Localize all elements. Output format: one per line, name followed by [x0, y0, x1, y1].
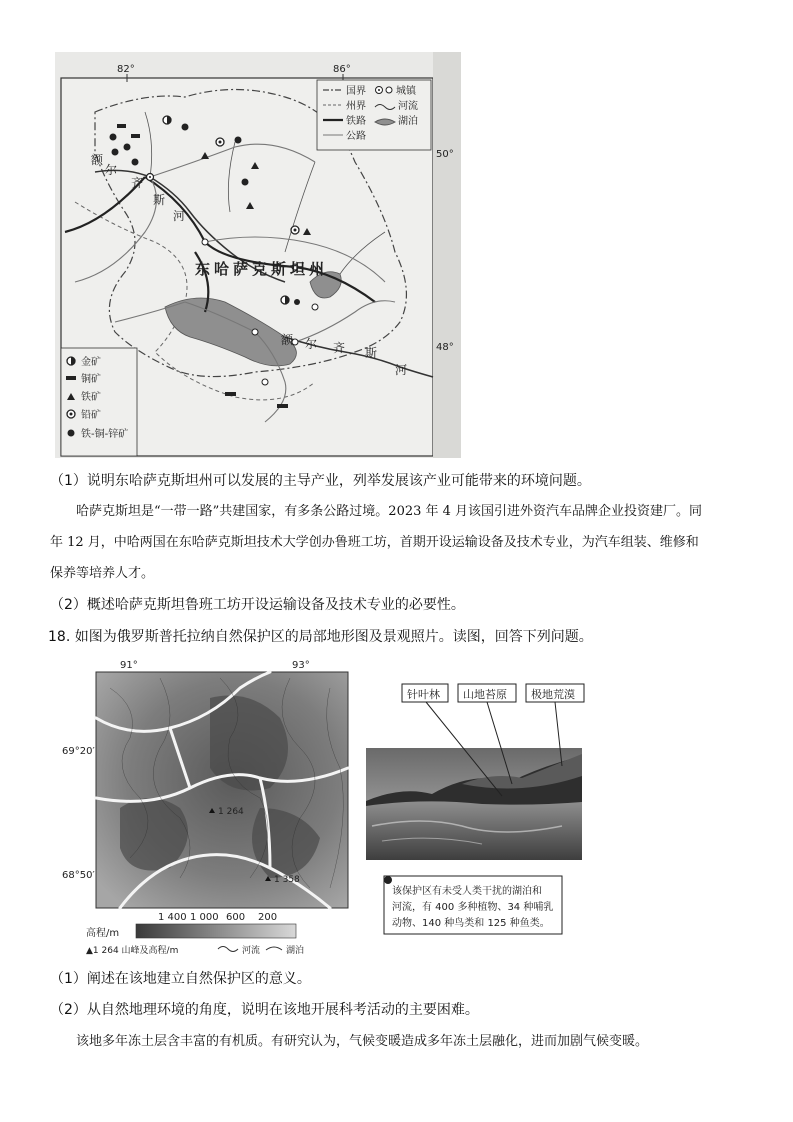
lon-label-82: 82° — [117, 64, 135, 75]
question-18-1: （1）阐述在该地建立自然保护区的意义。 — [50, 971, 311, 987]
svg-text:公路: 公路 — [346, 131, 366, 142]
svg-text:针叶林: 针叶林 — [407, 688, 440, 701]
river-char: 齐 — [131, 176, 144, 190]
photo-caption-line-1: 该保护区有未受人类干扰的湖泊和 — [392, 886, 542, 897]
lat-label-48: 48° — [436, 342, 454, 353]
town-marker — [312, 304, 318, 310]
river-char: 尔 — [305, 337, 318, 351]
svg-text:铁-铜-锌矿: 铁-铜-锌矿 — [81, 429, 129, 440]
elevation-legend — [86, 912, 304, 956]
svg-text:河流: 河流 — [398, 101, 418, 112]
para-17-line-3: 保养等培养人才。 — [50, 566, 155, 581]
svg-text:600: 600 — [226, 912, 246, 923]
elevation-legend-title: 高程/m — [86, 928, 120, 939]
river-char: 齐 — [333, 341, 346, 355]
peak-label-1358: 1 358 — [274, 875, 300, 885]
town-marker — [262, 379, 268, 385]
svg-text:国界: 国界 — [346, 86, 366, 97]
peak-label-1264: 1 264 — [218, 807, 244, 817]
river-char: 斯 — [153, 193, 166, 207]
peak-legend: ▲1 264 山峰及高程/m — [86, 946, 179, 956]
east-kazakhstan-map — [55, 52, 461, 458]
river-char: 尔 — [105, 163, 118, 177]
question-17-2: （2）概述哈萨克斯坦鲁班工坊开设运输设备及技术专业的必要性。 — [50, 597, 465, 613]
svg-text:山地苔原: 山地苔原 — [463, 688, 507, 701]
svg-text:极地荒漠: 极地荒漠 — [531, 688, 575, 701]
lon-label-91: 91° — [120, 660, 138, 671]
lon-label-86: 86° — [333, 64, 351, 75]
svg-text:铁矿: 铁矿 — [81, 392, 101, 403]
photo-caption-line-3: 动物、140 种鸟类和 125 种鱼类。 — [392, 918, 550, 929]
question-18-2: （2）从自然地理环境的角度，说明在该地开展科考活动的主要困难。 — [50, 1002, 479, 1018]
lat-label-50: 50° — [436, 149, 454, 160]
lat-label-6920: 69°20′ — [62, 746, 95, 757]
photo-caption-line-2: 河流，有 400 多种植物、34 种哺乳 — [392, 902, 554, 913]
question-18-intro: 18. 如图为俄罗斯普托拉纳自然保护区的局部地形图及景观照片。读图，回答下列问题。 — [48, 629, 593, 645]
svg-text:铁路: 铁路 — [346, 116, 366, 127]
svg-text:州界: 州界 — [346, 101, 366, 112]
river-char: 斯 — [365, 346, 378, 360]
river-char: 河 — [173, 209, 186, 223]
map1-legend-minerals — [61, 348, 137, 456]
putorana-topo-map — [60, 658, 360, 958]
river-legend: 河流 — [242, 946, 261, 956]
svg-text:铅矿: 铅矿 — [81, 410, 101, 421]
para-17-line-2: 年 12 月，中哈两国在东哈萨克斯坦技术大学创办鲁班工坊，首期开设运输设备及技术专业，为汽车组装、维修和 — [50, 535, 699, 550]
river-char: 额 — [281, 333, 294, 347]
svg-text:金矿: 金矿 — [81, 357, 101, 368]
svg-text:200: 200 — [258, 912, 278, 923]
svg-text:1 000: 1 000 — [190, 912, 219, 923]
question-17-1: （1）说明东哈萨克斯坦州可以发展的主导产业，列举发展该产业可能带来的环境问题。 — [50, 473, 591, 489]
lon-label-93: 93° — [292, 660, 310, 671]
svg-text:铜矿: 铜矿 — [81, 374, 101, 385]
lake-legend: 湖泊 — [286, 946, 305, 956]
town-marker — [202, 239, 208, 245]
region-label: 东哈萨克斯坦州 — [195, 260, 329, 278]
para-17-line-1: 哈萨克斯坦是“一带一路”共建国家，有多条公路过境。2023 年 4 月该国引进外资汽车品牌企业投资建厂。同 — [76, 504, 703, 519]
svg-text:湖泊: 湖泊 — [398, 116, 418, 127]
svg-text:城镇: 城镇 — [396, 86, 416, 97]
lat-label-6850: 68°50′ — [62, 870, 95, 881]
town-marker — [252, 329, 258, 335]
map1-legend-top — [317, 80, 431, 150]
svg-text:1 400: 1 400 — [158, 912, 187, 923]
river-char: 额 — [91, 153, 104, 167]
para-18: 该地多年冻土层含丰富的有机质。有研究认为，气候变暖造成多年冻土层融化，进而加剧气候变暖。 — [76, 1034, 649, 1049]
vegetation-labels — [402, 684, 584, 702]
landscape-photo — [362, 676, 590, 940]
river-char: 河 — [395, 363, 408, 377]
